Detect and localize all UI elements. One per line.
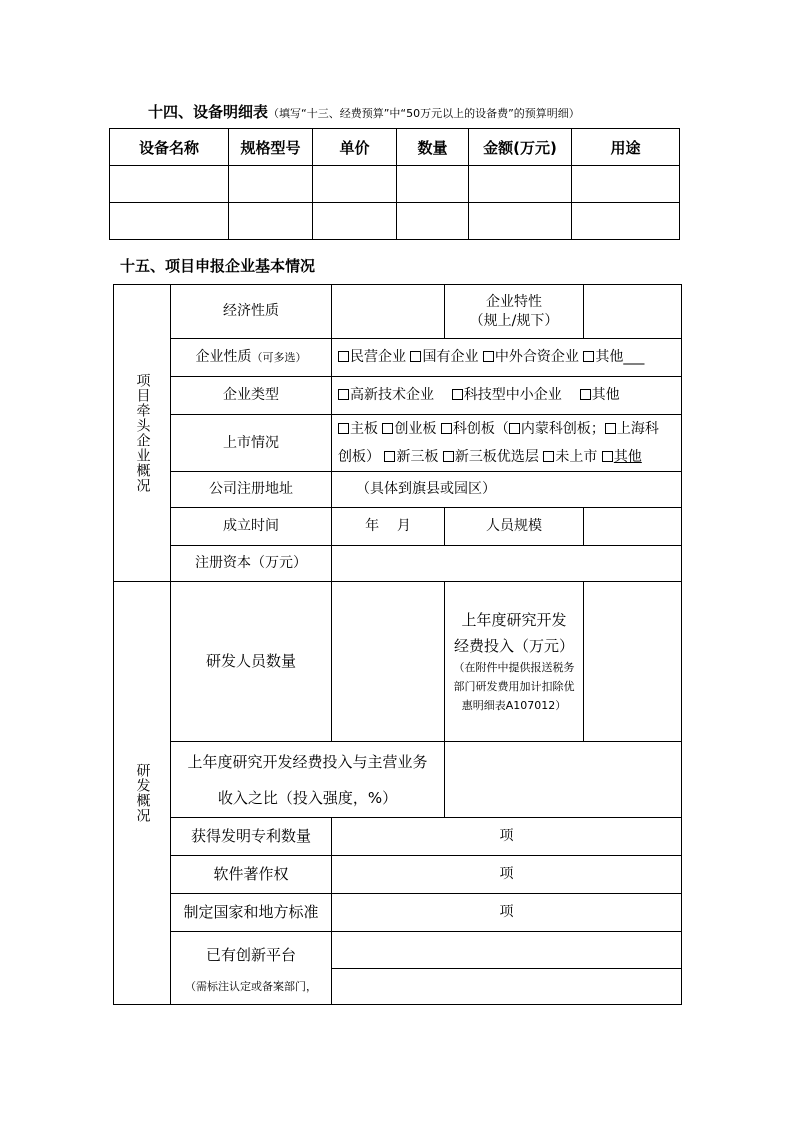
reg-capital-input[interactable] [332,546,682,582]
enterprise-type-options [332,377,682,415]
enterprise-table [113,284,682,1005]
checkbox-icon [452,389,463,400]
type-option[interactable]: 高新技术企业 [338,387,434,403]
listing-option[interactable]: 创业板 [382,421,436,437]
equipment-cell[interactable] [397,203,469,240]
listing-option[interactable]: 主板 [338,421,378,437]
listing-option[interactable]: 未上市 [543,449,597,465]
enterprise-trait-line2: （规上/规下） [469,312,559,329]
equipment-col-price: 单价 [313,129,397,166]
multi-select-note: （可多选） [251,351,307,365]
software-input[interactable]: 项 [332,856,682,894]
checkbox-icon [602,451,613,462]
rd-ratio-input[interactable] [445,742,682,818]
equipment-cell[interactable] [313,203,397,240]
type-option[interactable]: 科技型中小企业 [452,387,562,403]
platform-input-line[interactable] [332,932,681,969]
type-option[interactable]: 其他 [580,387,620,403]
checkbox-icon [338,389,349,400]
equipment-table [109,128,680,240]
listing-option[interactable]: 科创板（ [441,421,509,437]
equipment-header-row [110,129,680,166]
equipment-col-model: 规格型号 [229,129,313,166]
row-reg-capital [114,546,682,582]
checkbox-icon [483,351,494,362]
enterprise-trait-line1: 企业特性 [486,293,542,310]
standards-label: 制定国家和地方标准 [171,894,332,932]
row-rd-staff [114,582,682,742]
rd-ratio-label [171,742,445,818]
founded-input[interactable]: 年 月 [332,508,445,546]
group-lead-enterprise-label: 项目牵头企业概况 [134,373,151,493]
equipment-cell[interactable] [572,166,680,203]
nature-option[interactable]: 民营企业 [338,349,406,365]
equipment-cell[interactable] [469,166,572,203]
rd-ratio-line2: 收入之比（投入强度，%） [217,788,398,807]
checkbox-icon [509,423,520,434]
equipment-cell[interactable] [313,166,397,203]
listing-options [332,415,682,472]
listing-line2-start: 创板） [338,449,380,465]
reg-address-label: 公司注册地址 [171,472,332,508]
listing-option[interactable]: 其他 [602,449,642,465]
rd-invest-label [445,582,584,742]
equipment-cell[interactable] [572,203,680,240]
checkbox-icon [338,423,349,434]
checkbox-icon [443,451,454,462]
group-lead-enterprise [114,285,171,582]
rd-invest-line2: 经费投入（万元） [453,637,574,656]
platform-input [332,932,682,1005]
listing-option[interactable]: 新三板 [384,449,438,465]
equipment-row [110,203,680,240]
row-enterprise-nature [114,339,682,377]
listing-option[interactable]: 新三板优选层 [443,449,539,465]
enterprise-nature-label [171,339,332,377]
staff-size-input[interactable] [584,508,682,546]
patents-label: 获得发明专利数量 [171,818,332,856]
row-platform [114,932,682,1005]
rd-invest-note: （在附件中提供报送税务部门研发费用加计扣除优惠明细表A107012） [453,661,575,712]
equipment-cell[interactable] [110,166,229,203]
founded-label: 成立时间 [171,508,332,546]
rd-ratio-line1: 上年度研究开发经费投入与主营业务 [187,752,428,771]
software-label: 软件著作权 [171,856,332,894]
section14-title [148,101,580,122]
equipment-cell[interactable] [397,166,469,203]
rd-invest-line1: 上年度研究开发 [461,611,567,630]
checkbox-icon [441,423,452,434]
economic-nature-label: 经济性质 [171,285,332,339]
row-founded [114,508,682,546]
row-software [114,856,682,894]
row-listing [114,415,682,472]
section14-title-text: 十四、设备明细表 [148,103,269,121]
row-rd-ratio [114,742,682,818]
checkbox-icon [410,351,421,362]
checkbox-icon [543,451,554,462]
equipment-col-purpose: 用途 [572,129,680,166]
equipment-col-amount: 金额(万元) [469,129,572,166]
economic-nature-input[interactable] [332,285,445,339]
group-rd-label: 研发概况 [134,763,151,823]
listing-option[interactable]: 内蒙科创板； [509,421,605,437]
equipment-cell[interactable] [469,203,572,240]
enterprise-trait-label [445,285,584,339]
rd-invest-input[interactable] [584,582,682,742]
staff-size-label: 人员规模 [445,508,584,546]
section14-note: （填写“十三、经费预算”中“50万元以上的设备费”的预算明细） [268,107,580,120]
checkbox-icon [580,389,591,400]
enterprise-nature-options [332,339,682,377]
listing-label: 上市情况 [171,415,332,472]
row-standards [114,894,682,932]
listing-option[interactable]: 上海科 [605,421,659,437]
checkbox-icon [338,351,349,362]
rd-staff-label: 研发人员数量 [171,582,332,742]
platform-note: （需标注认定或备案部门， [185,980,317,993]
reg-address-input[interactable] [332,472,682,508]
rd-staff-input[interactable] [332,582,445,742]
equipment-col-name: 设备名称 [110,129,229,166]
checkbox-icon [605,423,616,434]
equipment-col-qty: 数量 [397,129,469,166]
nature-option[interactable]: 国有企业 [410,349,478,365]
equipment-cell[interactable] [110,203,229,240]
equipment-row [110,166,680,203]
reg-address-hint: （具体到旗县或园区） [356,481,496,498]
nature-option[interactable]: 其他___ [583,349,644,365]
enterprise-type-label: 企业类型 [171,377,332,415]
group-rd [114,582,171,1005]
enterprise-trait-input[interactable] [584,285,682,339]
platform-text: 已有创新平台 [205,946,296,964]
platform-input-line[interactable] [332,969,681,1004]
equipment-cell[interactable] [229,166,313,203]
nature-option[interactable]: 中外合资企业 [483,349,579,365]
standards-input[interactable]: 项 [332,894,682,932]
equipment-cell[interactable] [229,203,313,240]
row-enterprise-type [114,377,682,415]
checkbox-icon [583,351,594,362]
patents-input[interactable]: 项 [332,818,682,856]
checkbox-icon [384,451,395,462]
row-reg-address [114,472,682,508]
reg-capital-label: 注册资本（万元） [171,546,332,582]
platform-label [171,932,332,1005]
enterprise-nature-text: 企业性质 [195,349,252,366]
row-patents [114,818,682,856]
section15-title: 十五、项目申报企业基本情况 [120,257,316,275]
row-economic-nature [114,285,682,339]
checkbox-icon [382,423,393,434]
